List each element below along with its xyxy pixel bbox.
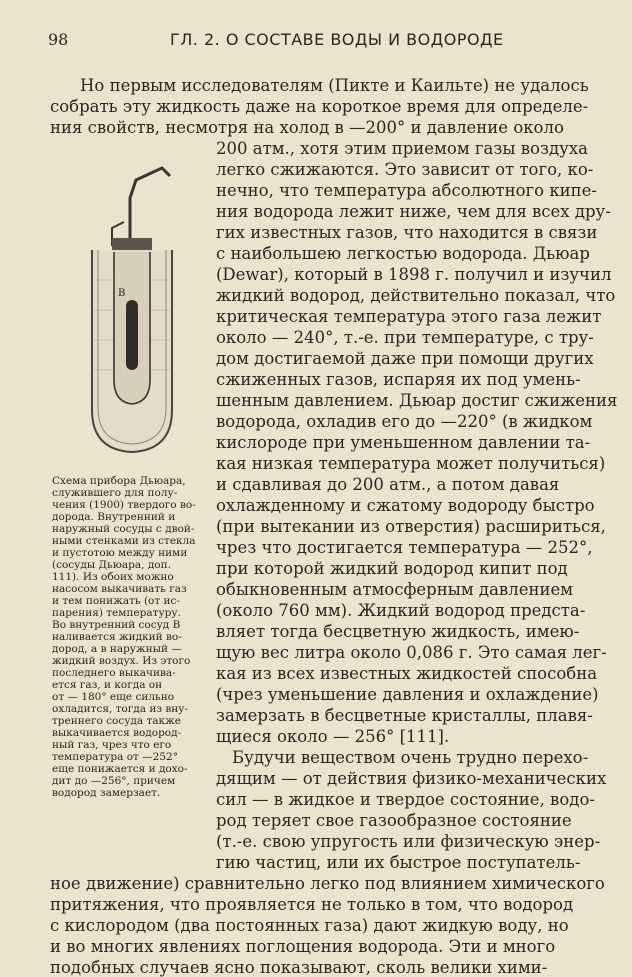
body-line: (т.-е. свою упругость или физическую энер- [216,832,601,851]
body-line: ния водорода лежит ниже, чем для всех дру- [216,202,611,221]
body-line: жидкий водород, действительно показал, что [216,286,616,305]
body-line: подобных случаев ясно показывают, сколь велики хими- [50,958,548,977]
body-line: гию частиц, или их быстрое поступатель- [216,853,581,872]
figure-caption-line: от — 180° еще сильно [52,691,175,703]
body-line: легко сжижаются. Это зависит от того, ко- [216,160,594,179]
figure-caption-line: ными стенками из стекла [52,535,196,547]
body-line: (Dewar), который в 1898 г. получил и изучил [216,265,612,284]
body-line: критическая температура этого газа лежит [216,307,602,326]
body-line: ное движение) сравнительно легко под влиянием химического [50,874,605,893]
body-line: шенным давлением. Дьюар достиг сжижения [216,391,618,410]
figure-caption-line: дит до —256°, причем [52,775,176,787]
figure-caption-line: ный газ, чрез что его [52,739,172,751]
dewar-apparatus-drawing [52,150,208,470]
figure-caption-line: еще понижается и дохо- [52,763,188,775]
figure-caption-line: выкачивается водород- [52,727,182,739]
body-line: охлажденному и сжатому водороду быстро [216,496,595,515]
body-line: около — 240°, т.-е. при температуре, с тру- [216,328,594,347]
figure-caption-line: и пустотою между ними [52,547,188,559]
figure-caption-line: последнего выкачива- [52,667,176,679]
body-line: дящим — от действия физико-механических [216,769,607,788]
figure-caption-line: температура от —252° [52,751,178,763]
figure-caption-line: Во внутренний сосуд B [52,619,181,631]
body-line: щую вес литра около 0,086 г. Это самая лег- [216,643,607,662]
body-line: обыкновенным атмосферным давлением [216,580,574,599]
vessel-label: B [118,288,126,299]
stopper [112,238,152,252]
body-line: (чрез уменьшение давления и охлаждение) [216,685,599,704]
body-line: нечно, что температура абсолютного кипе- [216,181,597,200]
figure-caption-line: служившего для полу- [52,487,178,499]
figure-caption-line: 111). Из обоих можно [52,571,174,583]
body-line: притяжения, что проявляется не только в том, что водород [50,895,574,914]
figure-caption-line: (сосуды Дьюара, доп. [52,559,171,571]
body-line: кислороде при уменьшенном давлении та- [216,433,591,452]
body-line: кая низкая температура может получиться) [216,454,606,473]
body-line: род теряет свое газообразное состояние [216,811,572,830]
body-line: (около 760 мм). Жидкий водород предста- [216,601,586,620]
figure-caption-line: водород замерзает. [52,787,161,799]
figure-caption-line: дород, а в наружный — [52,643,182,655]
body-line: кая из всех известных жидкостей способна [216,664,598,683]
figure-caption-line: чения (1900) твердого во- [52,499,196,511]
body-line: вляет тогда бесцветную жидкость, имею- [216,622,580,641]
figure-caption-line: дорода. Внутренний и [52,511,176,523]
body-line: Будучи веществом очень трудно перехо- [232,748,589,767]
inner-tube [126,300,138,370]
figure-caption-line: и тем понижать (от ис- [52,595,180,607]
figure-caption-line: наружный сосуды с двой- [52,523,195,535]
body-line: и сдавливая до 200 атм., а потом давая [216,475,560,494]
figure-caption-line: насосом выкачивать газ [52,583,187,595]
figure-caption-line: треннего сосуда также [52,715,181,727]
body-line: Но первым исследователям (Пикте и Каильте) не удалось [80,76,589,95]
figure-caption-line: жидкий воздух. Из этого [52,655,191,667]
body-line: чрез что достигается температура — 252°, [216,538,593,557]
figure-caption-line: Схема прибора Дьюара, [52,475,186,487]
figure-caption-line: парения) температуру. [52,607,181,619]
outlet-tube [130,168,170,240]
figure-caption-line: охладится, тогда из вну- [52,703,189,715]
page-number: 98 [48,30,69,49]
body-line: с кислородом (два постоянных газа) дают жидкую воду, но [50,916,569,935]
dewar-apparatus-figure [52,150,208,470]
body-line: щиеся около — 256° [111]. [216,727,450,746]
figure-caption-line: ется газ, и когда он [52,679,163,691]
body-line: с наибольшею легкостью водорода. Дьюар [216,244,590,263]
body-line: и во многих явлениях поглощения водорода. Эти и много [50,937,556,956]
body-line: гих известных газов, что находится в связи [216,223,598,242]
body-line: ния свойств, несмотря на холод в —200° и давление около [50,118,564,137]
body-line: сил — в жидкое и твердое состояние, водо- [216,790,595,809]
body-line: (при вытекании из отверстия) расшириться, [216,517,606,536]
body-line: замерзать в бесцветные кристаллы, плавя- [216,706,593,725]
body-line: собрать эту жидкость даже на короткое время для определе- [50,97,589,116]
running-head: ГЛ. 2. О СОСТАВЕ ВОДЫ И ВОДОРОДЕ [170,30,504,49]
body-line: водорода, охладив его до —220° (в жидком [216,412,593,431]
body-line: 200 атм., хотя этим приемом газы воздуха [216,139,588,158]
body-line: сжиженных газов, испаряя их под умень- [216,370,581,389]
figure-caption-line: наливается жидкий во- [52,631,182,643]
body-line: при которой жидкий водород кипит под [216,559,568,578]
body-line: дом достигаемой даже при помощи других [216,349,594,368]
page-header [40,30,602,54]
